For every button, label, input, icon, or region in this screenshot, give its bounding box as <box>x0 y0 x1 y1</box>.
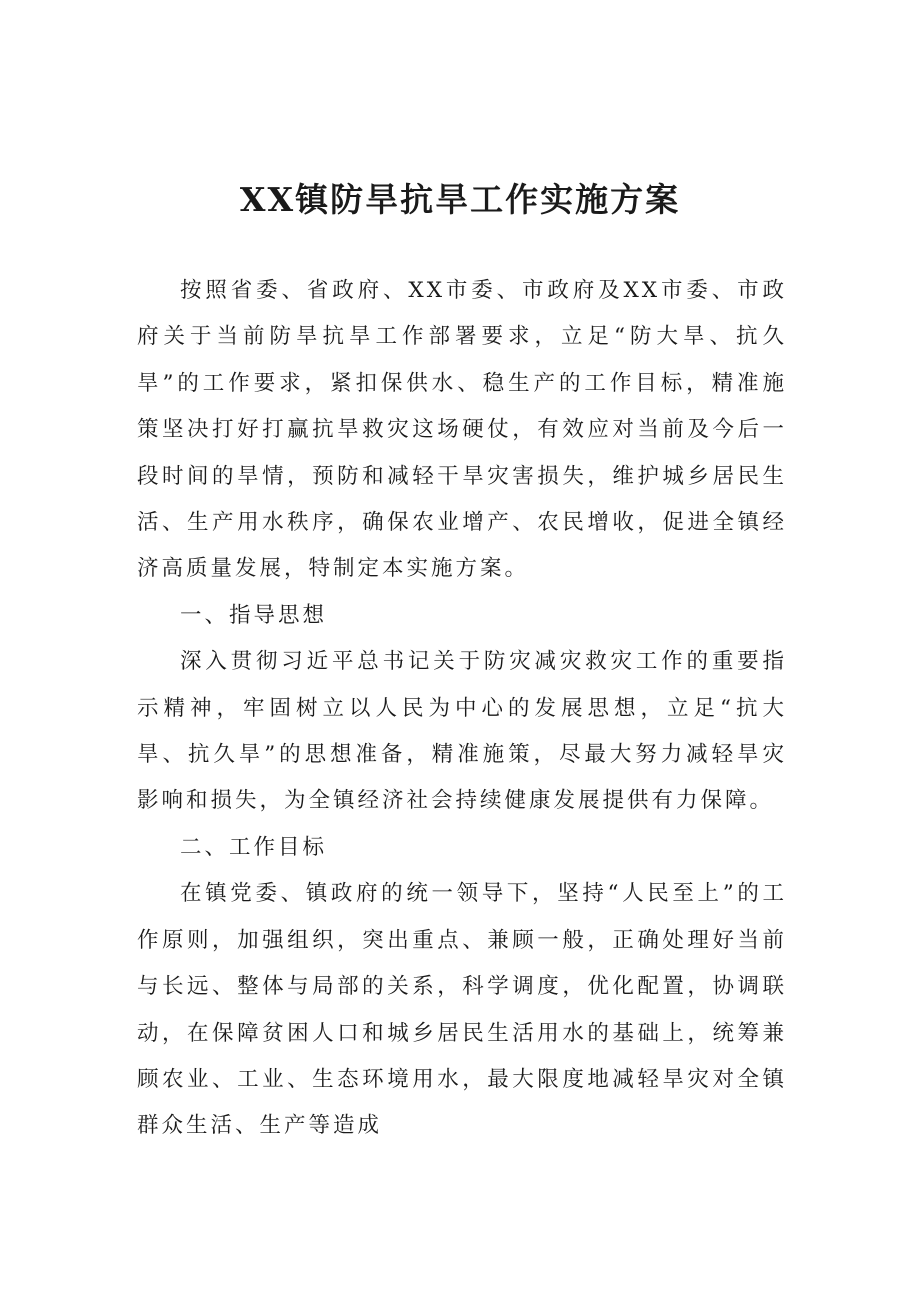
work-goals-paragraph: 在镇党委、镇政府的统一领导下，坚持“人民至上”的工作原则，加强组织，突出重点、兼顾一般，正确处理好当前与长远、整体与局部的关系，科学调度，优化配置，协调联动，在保障贫困人口和城乡居民生活用水的基础上，统筹兼顾农业、工业、生态环境用水，最大限度地减轻旱灾对全镇群众生活、生产等造成 <box>137 881 787 1139</box>
document-title: XX镇防旱抗旱工作实施方案 <box>239 180 681 219</box>
section-heading-work-goals: 二、工作目标 <box>180 834 328 860</box>
document-body <box>137 268 787 1150</box>
intro-paragraph: 按照省委、省政府、XX市委、市政府及XX市委、市政府关于当前防旱抗旱工作部署要求，立足“防大旱、抗久旱”的工作要求，紧扣保供水、稳生产的工作目标，精准施策坚决打好打赢抗旱救灾这场硬仗，有效应对当前及今后一段时间的旱情，预防和减轻干旱灾害损失，维护城乡居民生活、生产用水秩序，确保农业增产、农民增收，促进全镇经济高质量发展，特制定本实施方案。 <box>137 278 787 582</box>
guiding-ideology-paragraph: 深入贯彻习近平总书记关于防灾减灾救灾工作的重要指示精神，牢固树立以人民为中心的发展思想，立足“抗大旱、抗久旱”的思想准备，精准施策，尽最大努力减轻旱灾影响和损失，为全镇经济社会持续健康发展提供有力保障。 <box>137 649 787 814</box>
section-heading-guiding-ideology: 一、指导思想 <box>180 602 328 628</box>
